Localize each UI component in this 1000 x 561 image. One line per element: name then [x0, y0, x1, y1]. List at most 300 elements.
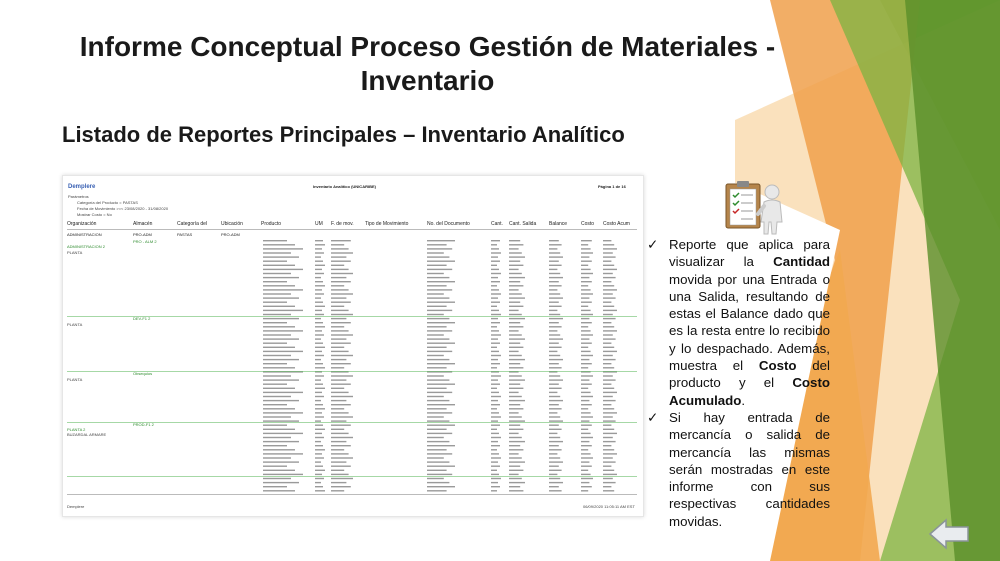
report-row-line [509, 334, 522, 335]
report-row-line [491, 445, 500, 446]
report-row-line [331, 433, 349, 434]
report-page-label: Página 1 de 16 [598, 184, 626, 189]
report-row-line [581, 474, 591, 475]
report-row-line [603, 453, 617, 454]
report-row-line [315, 453, 322, 454]
report-row-line [263, 351, 303, 352]
report-row-line [427, 408, 447, 409]
report-cell: PASTAS [177, 232, 193, 237]
report-row-line [331, 318, 346, 319]
report-group-label: ADMINISTRACION 2 [67, 244, 106, 249]
report-group-label: PLANTA [67, 250, 83, 255]
report-footer-rule [67, 494, 637, 495]
report-row-line [509, 314, 522, 315]
report-row-line [509, 269, 519, 270]
report-row-line [509, 437, 522, 438]
report-row-line [263, 363, 287, 364]
report-row-line [315, 367, 325, 368]
report-row-line [427, 396, 444, 397]
report-row-line [427, 261, 455, 262]
report-row-line [549, 367, 562, 368]
report-row-line [331, 470, 344, 471]
report-row-line [549, 252, 560, 253]
report-row-line [581, 306, 588, 307]
report-row-line [603, 240, 611, 241]
report-row-line [549, 343, 559, 344]
report-row-line [331, 441, 346, 442]
report-row-line [491, 441, 498, 442]
report-row-line [331, 425, 351, 426]
report-row-line [549, 318, 563, 319]
report-row-line [549, 400, 563, 401]
report-group-rule [67, 316, 637, 317]
report-row-line [549, 293, 560, 294]
report-row-line [603, 265, 614, 266]
report-row-line [315, 429, 325, 430]
report-row-line [331, 461, 346, 462]
report-row-line [603, 396, 613, 397]
report-row-line [427, 326, 447, 327]
report-row-line [581, 478, 593, 479]
report-row-line [427, 486, 455, 487]
report-row-line [331, 359, 346, 360]
report-row-line [427, 281, 455, 282]
report-row-line [581, 273, 593, 274]
report-row-line [427, 273, 444, 274]
report-row-line [315, 478, 324, 479]
report-row-line [263, 466, 287, 467]
report-row-line [549, 322, 559, 323]
report-row-line [549, 330, 557, 331]
report-row-line [315, 256, 321, 257]
report-row-line [491, 252, 501, 253]
report-row-line [491, 297, 498, 298]
report-group-label: DEV-F1 2 [133, 316, 151, 321]
report-row-line [263, 437, 291, 438]
report-row-line [581, 441, 589, 442]
report-row-line [315, 302, 323, 303]
report-row-line [581, 261, 592, 262]
report-row-line [549, 470, 562, 471]
report-row-line [549, 256, 563, 257]
slide-title: Informe Conceptual Proceso Gestión de Materiales - Inventario [79, 31, 776, 96]
report-row-line [491, 474, 499, 475]
report-row-line [427, 306, 447, 307]
report-row-line [427, 466, 455, 467]
report-row-line [427, 388, 447, 389]
report-row-line [549, 306, 562, 307]
report-row-line [263, 326, 295, 327]
report-row-line [263, 392, 303, 393]
report-row-line [509, 482, 525, 483]
report-row-line [581, 256, 589, 257]
report-row-line [427, 363, 455, 364]
report-row-line [581, 445, 592, 446]
report-row-line [427, 355, 444, 356]
report-row-line [549, 433, 557, 434]
report-row-line [491, 433, 499, 434]
report-row-line [491, 461, 498, 462]
report-row-line [263, 404, 287, 405]
report-row-line [581, 326, 588, 327]
report-row-line [549, 461, 563, 462]
report-param: Fecha de Movimiento >=< 23/08/2020 - 31/08/2020 [77, 206, 169, 211]
report-group-label: PRO - ALM 2 [133, 239, 157, 244]
report-row-line [331, 277, 346, 278]
report-row-line [509, 240, 520, 241]
report-row-line [427, 429, 447, 430]
check-icon: ✓ [647, 409, 659, 425]
report-row-line [581, 351, 591, 352]
report-row-line [509, 416, 522, 417]
report-row-line [331, 482, 346, 483]
report-row-line [581, 285, 588, 286]
report-row-line [491, 384, 500, 385]
report-row-line [427, 248, 452, 249]
report-group-label: PLANTA [67, 322, 83, 327]
report-row-line [603, 441, 616, 442]
report-row-line [427, 359, 449, 360]
report-row-line [263, 453, 303, 454]
report-row-line [581, 347, 588, 348]
report-row-line [331, 285, 344, 286]
report-row-line [491, 470, 497, 471]
report-row-line [603, 244, 614, 245]
report-row-line [549, 359, 563, 360]
report-row-line [315, 445, 323, 446]
report-row-line [549, 453, 557, 454]
report-row-line [509, 408, 523, 409]
report-row-line [315, 404, 323, 405]
check-icon: ✓ [647, 237, 659, 252]
bullet-list [645, 236, 830, 530]
report-row-line [491, 244, 497, 245]
report-row-line [549, 466, 559, 467]
report-row-line [331, 474, 349, 475]
report-row-line [331, 314, 353, 315]
report-row-line [331, 326, 344, 327]
report-row-line [603, 486, 611, 487]
report-row-line [315, 322, 323, 323]
report-row-line [603, 289, 617, 290]
report-row-line [427, 347, 447, 348]
report-row-line [603, 400, 616, 401]
report-group-rule [67, 371, 637, 372]
report-row-line [603, 404, 611, 405]
report-row-line [331, 347, 344, 348]
report-row-line [427, 384, 455, 385]
report-row-line [315, 240, 323, 241]
report-row-line [427, 375, 444, 376]
report-row-line [581, 457, 593, 458]
report-row-line [491, 285, 497, 286]
report-row-line [427, 240, 455, 241]
report-row-line [509, 412, 519, 413]
report-row-line [549, 277, 563, 278]
report-row-line [491, 388, 497, 389]
report-row-line [549, 261, 559, 262]
report-cell: PRO-ADM [221, 232, 240, 237]
report-row-line [331, 437, 353, 438]
report-row-line [263, 347, 295, 348]
report-row-line [509, 474, 519, 475]
report-row-line [581, 322, 592, 323]
report-row-line [315, 425, 323, 426]
report-row-line [331, 261, 351, 262]
report-row-line [491, 322, 500, 323]
report-row-line [581, 412, 591, 413]
report-row-line [491, 486, 500, 487]
report-row-line [315, 375, 324, 376]
report-row-line [315, 490, 325, 491]
report-row-line [581, 461, 589, 462]
report-row-line [263, 330, 303, 331]
report-row-line [315, 457, 324, 458]
report-row-line [603, 273, 613, 274]
report-footer-left: Demplere [67, 504, 85, 509]
report-row-line [549, 269, 557, 270]
report-row-line [315, 285, 325, 286]
report-row-line [331, 396, 353, 397]
report-row-line [603, 457, 613, 458]
report-params-label: Parámetros [68, 194, 89, 199]
report-row-line [509, 273, 522, 274]
report-row-line [603, 416, 613, 417]
report-row-line [427, 490, 447, 491]
report-row-line [427, 404, 455, 405]
report-row-line [315, 470, 325, 471]
report-row-line [603, 256, 616, 257]
report-row-line [315, 269, 322, 270]
report-row-line [581, 379, 589, 380]
report-row-line [315, 388, 325, 389]
report-row-line [509, 441, 525, 442]
report-row-line [315, 351, 322, 352]
report-row-line [263, 408, 295, 409]
report-row-line [491, 310, 499, 311]
report-column-header: F. de mov. [331, 221, 354, 227]
report-row-line [549, 363, 559, 364]
report-row-line [315, 338, 321, 339]
report-row-line [263, 400, 299, 401]
report-row-line [263, 420, 299, 421]
report-row-line [315, 314, 324, 315]
report-row-line [549, 281, 559, 282]
report-row-line [331, 466, 351, 467]
report-row-line [603, 482, 616, 483]
report-row-line [509, 404, 520, 405]
report-row-line [509, 363, 520, 364]
report-row-line [581, 400, 589, 401]
report-row-line [427, 392, 452, 393]
report-row-line [315, 461, 321, 462]
bullet-emphasis: Cantidad [773, 254, 830, 270]
report-row-line [581, 490, 588, 491]
report-row-line [603, 445, 611, 446]
report-row-line [491, 420, 498, 421]
report-footer-right: 06/09/2020 11:05:11 AM EST [583, 504, 635, 509]
report-column-header: Costo [581, 221, 595, 227]
report-row-line [509, 445, 520, 446]
report-row-line [491, 351, 499, 352]
report-row-line [315, 474, 322, 475]
report-row-line [263, 486, 287, 487]
report-row-line [427, 412, 452, 413]
report-row-line [331, 248, 349, 249]
report-row-line [549, 310, 557, 311]
report-row-line [491, 261, 500, 262]
report-row-line [509, 338, 525, 339]
report-row-line [491, 277, 498, 278]
report-row-line [331, 256, 346, 257]
report-row-line [427, 457, 444, 458]
report-row-line [315, 248, 322, 249]
report-row-line [427, 256, 449, 257]
report-row-line [427, 445, 455, 446]
report-brand: Demplere [68, 184, 96, 190]
report-row-line [509, 322, 520, 323]
report-row-line [427, 453, 452, 454]
report-row-line [263, 314, 291, 315]
report-row-line [331, 293, 353, 294]
report-row-line [427, 289, 452, 290]
report-row-line [331, 338, 346, 339]
report-row-line [549, 396, 560, 397]
bullet-segment: Si hay entrada de mercancía o salida de mercancía las mismas serán mostradas en este informe con sus respectivas cantidades movidas. [669, 409, 830, 529]
report-group-label: BUZARDAL ARMARE [67, 432, 107, 437]
report-row-line [549, 326, 562, 327]
report-row-line [581, 318, 589, 319]
report-row-line [315, 355, 324, 356]
report-row-line [263, 310, 303, 311]
report-row-line [549, 412, 557, 413]
report-row-line [263, 318, 299, 319]
report-row-line [509, 326, 523, 327]
report-row-line [491, 453, 499, 454]
report-row-line [509, 433, 519, 434]
report-body-rows [63, 234, 643, 496]
report-row-line [491, 437, 501, 438]
report-row-line [491, 359, 498, 360]
report-row-line [549, 384, 559, 385]
report-row-line [581, 416, 593, 417]
back-arrow-button[interactable] [928, 518, 970, 550]
report-row-line [549, 297, 563, 298]
report-row-line [263, 482, 299, 483]
report-row-line [603, 281, 611, 282]
report-row-line [509, 330, 519, 331]
report-row-line [331, 408, 344, 409]
report-row-line [603, 478, 613, 479]
report-row-line [491, 416, 501, 417]
report-row-line [549, 416, 560, 417]
report-row-line [427, 330, 452, 331]
report-row-line [603, 420, 616, 421]
report-row-line [491, 412, 499, 413]
report-row-line [509, 318, 525, 319]
report-row-line [263, 478, 291, 479]
report-row-line [263, 457, 291, 458]
report-row-line [603, 461, 616, 462]
bullet-text [669, 237, 830, 408]
report-row-line [315, 433, 322, 434]
report-row-line [581, 240, 592, 241]
report-row-line [263, 285, 295, 286]
report-row-line [549, 351, 557, 352]
report-row-line [331, 334, 353, 335]
report-row-line [315, 363, 323, 364]
report-row-line [491, 256, 498, 257]
report-column-header: Cant. [491, 221, 503, 227]
report-row-line [581, 293, 593, 294]
report-row-line [263, 281, 287, 282]
report-row-line [491, 392, 499, 393]
report-row-line [427, 416, 444, 417]
report-row-line [315, 297, 321, 298]
report-row-line [331, 367, 344, 368]
report-row-line [263, 240, 287, 241]
report-row-line [491, 293, 501, 294]
report-row-line [509, 461, 525, 462]
report-row-line [549, 449, 562, 450]
report-row-line [549, 478, 560, 479]
report-row-line [491, 396, 501, 397]
report-row-line [603, 269, 617, 270]
report-row-line [549, 437, 560, 438]
report-row-line [581, 277, 589, 278]
report-column-header: Organización [67, 221, 97, 227]
report-row-line [427, 449, 447, 450]
report-row-line [491, 379, 498, 380]
report-row-line [491, 265, 497, 266]
report-row-line [331, 297, 346, 298]
back-arrow-icon [928, 518, 970, 550]
report-row-line [603, 310, 617, 311]
report-row-line [509, 470, 523, 471]
report-row-line [263, 256, 299, 257]
report-row-line [509, 285, 523, 286]
report-row-line [491, 367, 497, 368]
report-row-line [603, 433, 617, 434]
report-row-line [581, 453, 591, 454]
report-row-line [509, 384, 520, 385]
report-row-line [509, 375, 522, 376]
report-row-line [549, 334, 560, 335]
report-cell: ADMINISTRACION [67, 232, 102, 237]
report-row-line [491, 347, 497, 348]
report-row-line [263, 297, 299, 298]
report-row-line [315, 482, 321, 483]
report-row-line [331, 281, 351, 282]
report-row-line [581, 408, 588, 409]
report-row-line [581, 338, 589, 339]
report-cell: PRO-ADM [133, 232, 152, 237]
report-row-line [549, 486, 559, 487]
report-row-line [603, 412, 617, 413]
report-row-line [509, 449, 523, 450]
report-row-line [427, 314, 444, 315]
report-row-line [331, 392, 349, 393]
report-row-line [491, 363, 500, 364]
report-row-line [263, 338, 299, 339]
report-row-line [581, 355, 593, 356]
report-row-line [331, 265, 344, 266]
report-row-line [509, 347, 523, 348]
report-row-line [263, 433, 303, 434]
report-row-line [491, 338, 498, 339]
report-row-line [263, 375, 291, 376]
report-row-line [331, 273, 353, 274]
